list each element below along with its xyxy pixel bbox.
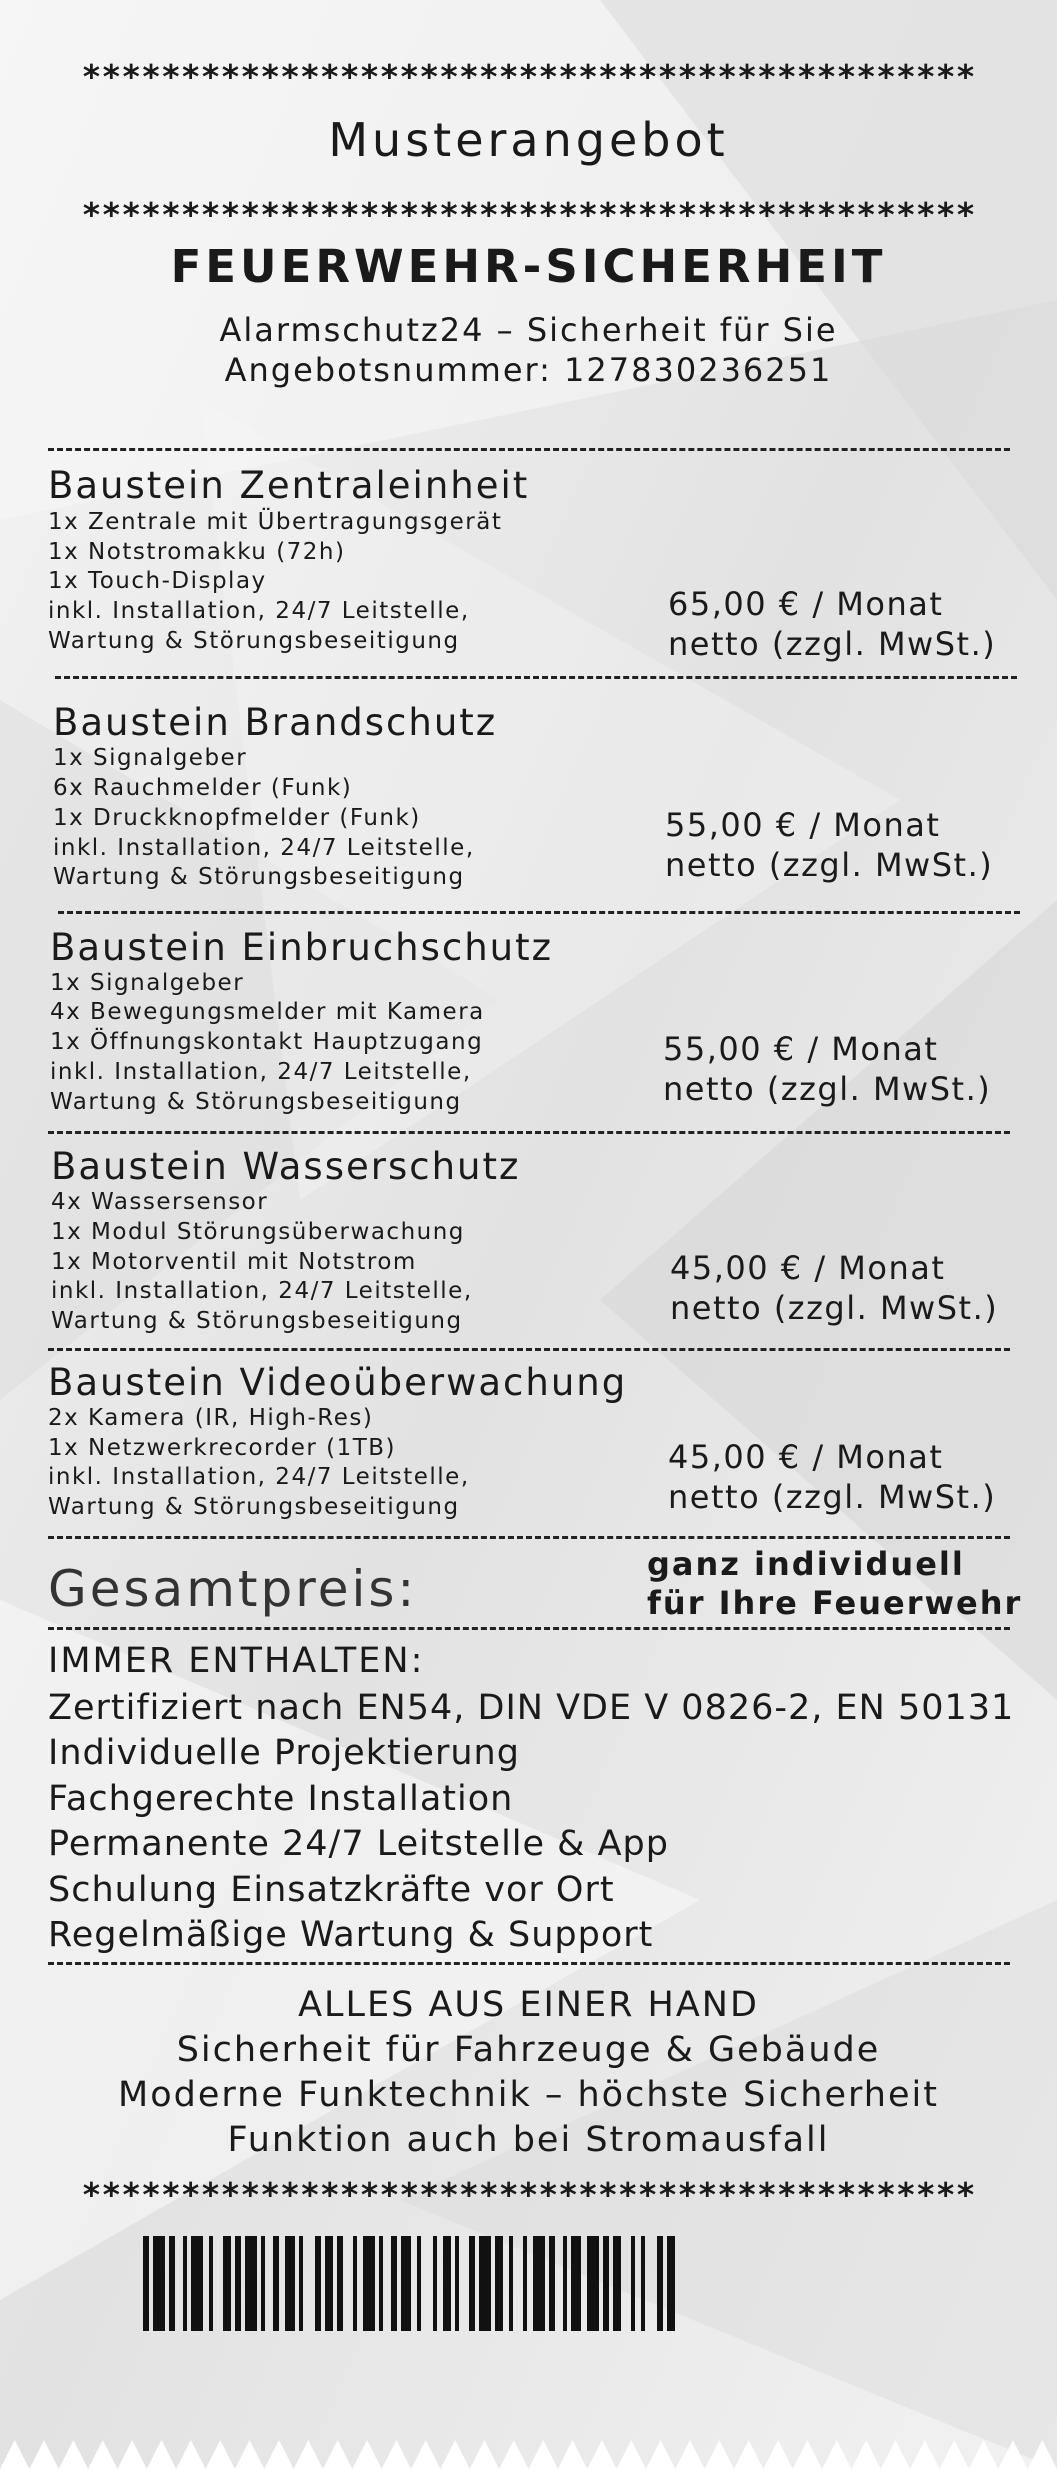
module-line: Wartung & Störungsbeseitigung (48, 628, 460, 654)
barcode-bar (587, 2236, 599, 2331)
footer-line: Funktion auch bei Stromausfall (227, 2120, 830, 2160)
dashed-divider (48, 1962, 1010, 1965)
barcode-bar (443, 2236, 451, 2331)
barcode-bar (479, 2236, 491, 2331)
barcode-bar (299, 2236, 303, 2331)
module-line: inkl. Installation, 24/7 Leitstelle, (53, 835, 475, 861)
barcode-bar (353, 2236, 357, 2331)
module-line: 1x Touch-Display (48, 568, 267, 594)
dashed-divider (48, 1131, 1010, 1134)
barcode-bar (245, 2236, 257, 2331)
module-price: 55,00 € / Monat (663, 1030, 939, 1068)
offer-number: Angebotsnummer: 127830236251 (224, 351, 833, 389)
footer-line: ALLES AUS EINER HAND (298, 1985, 759, 2025)
barcode-bar (469, 2236, 475, 2331)
module-line: 1x Signalgeber (53, 745, 248, 771)
module-price-note: netto (zzgl. MwSt.) (663, 1070, 992, 1108)
module-title: Baustein Zentraleinheit (48, 464, 530, 507)
document-title: Musterangebot (328, 113, 729, 167)
module-price-note: netto (zzgl. MwSt.) (665, 846, 994, 884)
barcode-bar (549, 2236, 555, 2331)
included-item: Individuelle Projektierung (48, 1733, 520, 1773)
module-line: 2x Kamera (IR, High-Res) (48, 1405, 374, 1431)
module-price-note: netto (zzgl. MwSt.) (668, 1478, 997, 1516)
barcode-bar (337, 2236, 343, 2331)
torn-edge (0, 2432, 1057, 2469)
module-line: Wartung & Störungsbeseitigung (50, 1089, 462, 1115)
module-line: 1x Motorventil mit Notstrom (51, 1249, 417, 1275)
barcode-bar (401, 2236, 411, 2331)
module-line: Wartung & Störungsbeseitigung (53, 864, 465, 890)
module-line: 1x Modul Störungsüberwachung (51, 1219, 465, 1245)
module-line: 6x Rauchmelder (Funk) (53, 775, 353, 801)
module-line: 1x Notstromakku (72h) (48, 539, 346, 565)
included-item: Fachgerechte Installation (48, 1779, 514, 1819)
module-line: 1x Druckknopfmelder (Funk) (53, 805, 421, 831)
module-price-note: netto (zzgl. MwSt.) (668, 625, 997, 663)
dashed-divider (48, 448, 1010, 451)
barcode-bar (613, 2236, 621, 2331)
torn-edge-shape (0, 2440, 1057, 2469)
included-item: Zertifiziert nach EN54, DIN VDE V 0826-2, EN 50131 (48, 1688, 1015, 1728)
module-title: Baustein Videoüberwachung (48, 1361, 628, 1404)
stars-divider-top: ********************************************* (81, 57, 976, 96)
barcode-bar (603, 2236, 609, 2331)
module-line: inkl. Installation, 24/7 Leitstelle, (51, 1278, 473, 1304)
barcode-bar (563, 2236, 567, 2331)
barcode-bar (533, 2236, 545, 2331)
included-item: Schulung Einsatzkräfte vor Ort (48, 1870, 615, 1910)
module-price: 65,00 € / Monat (668, 585, 944, 623)
barcode-bar (363, 2236, 375, 2331)
dashed-divider (48, 1348, 1010, 1351)
dashed-divider (58, 911, 1020, 914)
dashed-divider (55, 676, 1017, 679)
barcode-bar (433, 2236, 437, 2331)
included-heading: IMMER ENTHALTEN: (48, 1641, 425, 1681)
barcode-bar (571, 2236, 581, 2331)
dashed-divider (48, 1536, 1010, 1539)
module-line: Wartung & Störungsbeseitigung (48, 1494, 460, 1520)
barcode-bar (495, 2236, 503, 2331)
module-price: 45,00 € / Monat (668, 1438, 944, 1476)
barcode-bar (285, 2236, 295, 2331)
module-line: inkl. Installation, 24/7 Leitstelle, (48, 598, 470, 624)
barcode-bar (143, 2236, 149, 2331)
module-title: Baustein Wasserschutz (51, 1145, 521, 1188)
module-line: 1x Signalgeber (50, 970, 245, 996)
barcode-bar (223, 2236, 231, 2331)
barcode-bar (379, 2236, 383, 2331)
barcode-bar (523, 2236, 527, 2331)
barcode-bar (209, 2236, 213, 2331)
total-label: Gesamtpreis: (48, 1560, 418, 1618)
module-line: inkl. Installation, 24/7 Leitstelle, (48, 1464, 470, 1490)
module-line: 4x Wassersensor (51, 1189, 269, 1215)
barcode-bar (191, 2236, 203, 2331)
barcode-bar (631, 2236, 635, 2331)
dashed-divider (48, 1627, 1010, 1630)
barcode-bar (183, 2236, 187, 2331)
module-line: 1x Netzwerkrecorder (1TB) (48, 1435, 397, 1461)
module-line: 1x Zentrale mit Übertragungsgerät (48, 509, 503, 535)
barcode-bar (315, 2236, 321, 2331)
barcode-bar (325, 2236, 333, 2331)
stars-divider-header: ********************************************* (81, 195, 976, 234)
barcode-bar (641, 2236, 645, 2331)
module-line: 1x Öffnungskontakt Hauptzugang (50, 1029, 484, 1055)
module-price: 45,00 € / Monat (670, 1249, 946, 1287)
barcode-bar (509, 2236, 513, 2331)
module-price-note: netto (zzgl. MwSt.) (670, 1289, 999, 1327)
barcode-bar (417, 2236, 421, 2331)
total-value-line1: ganz individuell (647, 1545, 965, 1583)
barcode-bar (169, 2236, 175, 2331)
module-line: Wartung & Störungsbeseitigung (51, 1308, 463, 1334)
barcode-bar (273, 2236, 279, 2331)
barcode-bar (667, 2236, 675, 2331)
brand-title: FEUERWEHR-SICHERHEIT (170, 240, 887, 293)
footer-line: Sicherheit für Fahrzeuge & Gebäude (176, 2030, 881, 2070)
barcode-bar (455, 2236, 459, 2331)
barcode-bar (391, 2236, 397, 2331)
included-item: Permanente 24/7 Leitstelle & App (48, 1824, 669, 1864)
module-price: 55,00 € / Monat (665, 806, 941, 844)
module-title: Baustein Einbruchschutz (50, 926, 554, 969)
company-tagline: Alarmschutz24 – Sicherheit für Sie (219, 311, 838, 349)
stars-divider-bottom: ********************************************* (81, 2175, 976, 2214)
module-line: inkl. Installation, 24/7 Leitstelle, (50, 1059, 472, 1085)
barcode-bar (657, 2236, 663, 2331)
total-value-line2: für Ihre Feuerwehr (647, 1584, 1023, 1622)
included-item: Regelmäßige Wartung & Support (48, 1915, 654, 1955)
module-title: Baustein Brandschutz (53, 701, 498, 744)
barcode-image (143, 2236, 891, 2331)
module-line: 4x Bewegungsmelder mit Kamera (50, 999, 485, 1025)
barcode-bar (235, 2236, 241, 2331)
barcode-bar (261, 2236, 265, 2331)
barcode-bar (153, 2236, 165, 2331)
footer-line: Moderne Funktechnik – höchste Sicherheit (118, 2075, 939, 2115)
